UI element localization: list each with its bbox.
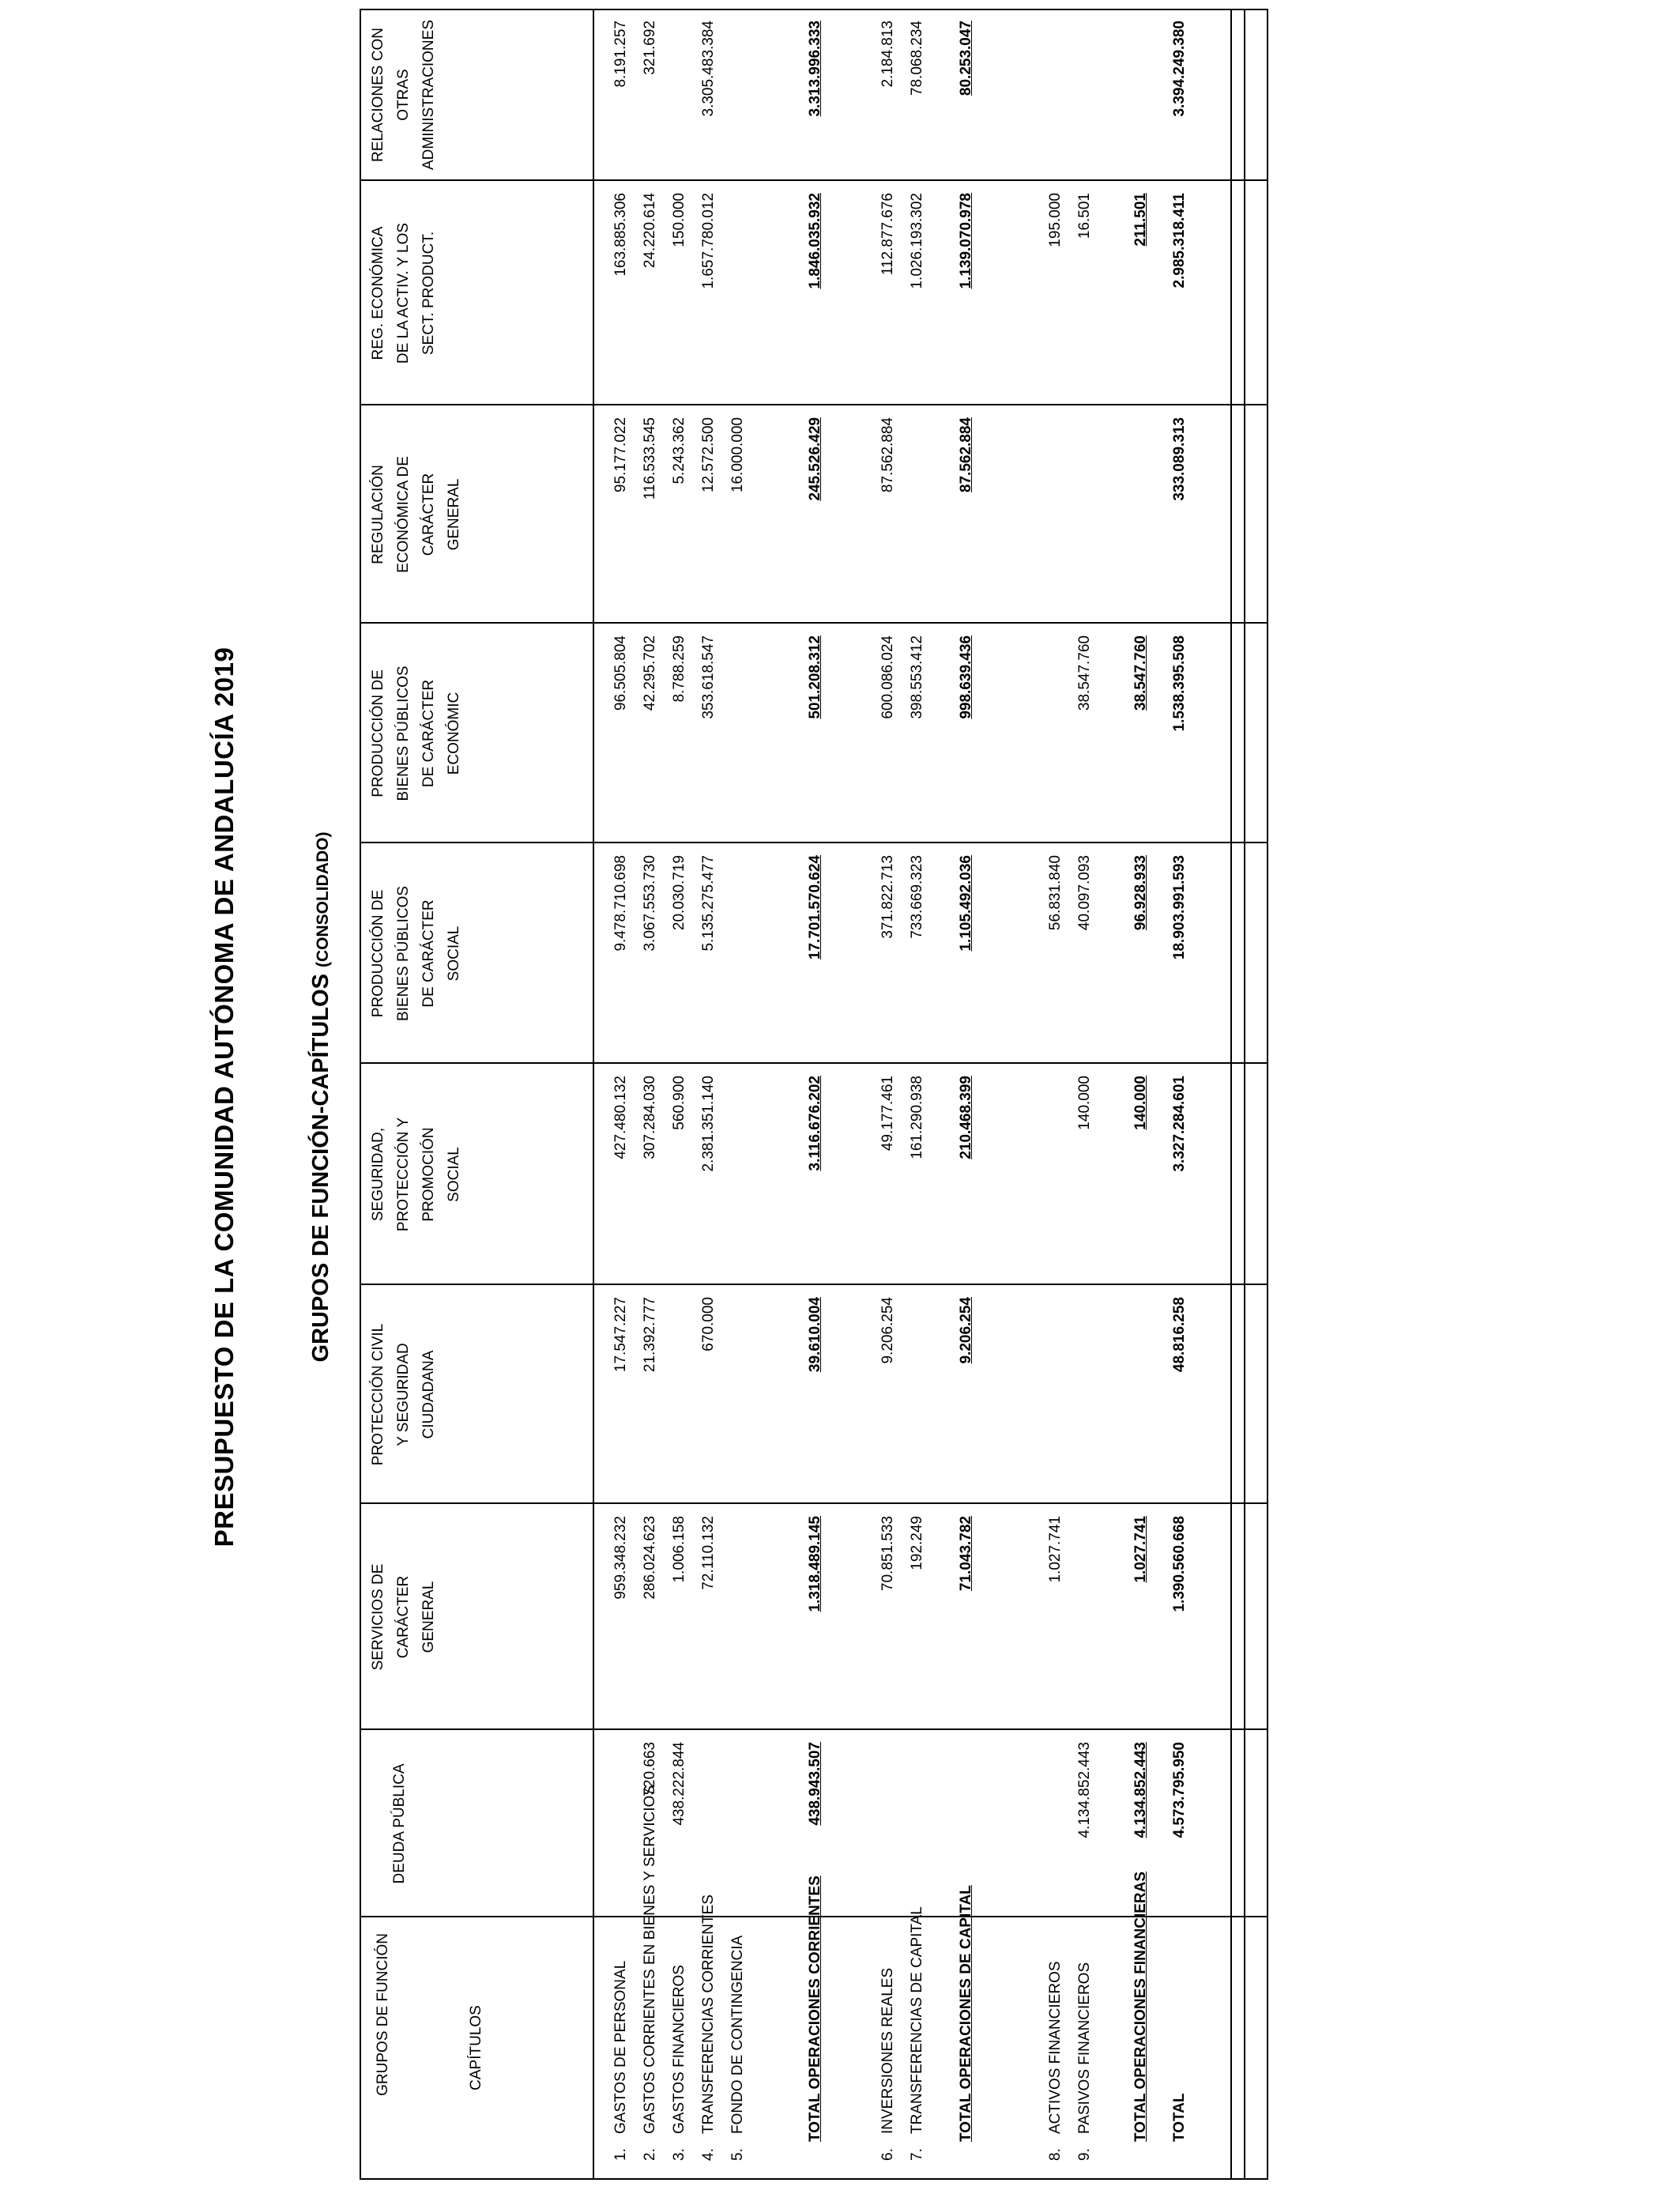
column-header-line: ECONÓMIC xyxy=(446,692,462,775)
column-header-line: PROTECCIÓN Y xyxy=(395,1117,412,1232)
chapter-value: 600.086.024 xyxy=(880,635,896,719)
section-total-value: 1.139.070.978 xyxy=(958,193,974,289)
chapter-value: 95.177.022 xyxy=(612,417,629,493)
chapter-number: 6. xyxy=(880,2148,896,2161)
section-total-label: TOTAL OPERACIONES DE CAPITAL xyxy=(958,1885,974,2142)
chapter-value: 307.284.030 xyxy=(642,1076,658,1159)
chapter-name: GASTOS DE PERSONAL xyxy=(612,1960,629,2134)
grand-total-value: 1.390.560.668 xyxy=(1171,1516,1188,1612)
chapter-value: 38.547.760 xyxy=(1076,635,1093,711)
column-header-line: ECONÓMICA DE xyxy=(395,456,412,573)
chapter-value: 398.553.412 xyxy=(909,635,925,719)
column-header-line: ADMINISTRACIONES xyxy=(420,19,437,171)
chapter-value: 427.480.132 xyxy=(612,1076,629,1159)
column-header-line: DE CARÁCTER xyxy=(420,679,437,788)
grand-total-label: TOTAL xyxy=(1171,2093,1188,2142)
column-header-line: SERVICIOS DE xyxy=(370,1563,386,1671)
section-total-value: 140.000 xyxy=(1132,1076,1149,1130)
section-total-value: 211.501 xyxy=(1132,193,1149,247)
section-total-value: 501.208.312 xyxy=(807,635,823,719)
chapter-number: 1. xyxy=(612,2148,629,2161)
column-header xyxy=(366,843,467,1064)
chapter-value: 8.191.257 xyxy=(612,21,629,88)
chapter-row-label xyxy=(1076,1962,1094,2161)
chapter-value: 1.026.193.302 xyxy=(909,193,925,289)
chapter-value: 5.135.275.477 xyxy=(700,855,717,952)
chapter-value: 9.206.254 xyxy=(880,1297,896,1364)
column-header xyxy=(387,1730,412,1917)
column-header-line: RELACIONES CON xyxy=(370,28,386,162)
column-header-line: REG. ECONÓMICA xyxy=(370,226,386,360)
chapter-value: 87.562.884 xyxy=(880,417,896,493)
column-header-line: OTRAS xyxy=(395,69,412,121)
chapter-value: 195.000 xyxy=(1047,193,1064,247)
column-header-line: SOCIAL xyxy=(446,1147,462,1202)
section-total-value: 210.468.399 xyxy=(958,1076,974,1159)
section-total-value: 998.639.436 xyxy=(958,635,974,719)
section-total-value: 71.043.782 xyxy=(958,1516,974,1592)
chapter-row-label xyxy=(700,1894,718,2161)
section-total-value: 1.318.489.145 xyxy=(807,1516,823,1612)
chapter-row-label xyxy=(612,1961,630,2161)
column-header-line: CIUDADANA xyxy=(420,1350,437,1439)
section-total-value: 96.928.933 xyxy=(1132,855,1149,931)
chapter-value: 560.900 xyxy=(671,1076,687,1130)
column-header xyxy=(366,1285,442,1504)
chapter-value: 116.533.545 xyxy=(642,417,658,500)
chapter-number: 3. xyxy=(671,2148,687,2161)
grand-total-value: 3.394.249.380 xyxy=(1171,21,1188,117)
grand-total-value: 4.573.795.950 xyxy=(1171,1742,1188,1838)
column-header-line: GENERAL xyxy=(446,478,462,551)
chapter-value: 21.392.777 xyxy=(642,1297,658,1373)
chapter-value: 9.478.710.698 xyxy=(612,855,629,952)
chapter-value: 56.831.840 xyxy=(1047,855,1064,931)
chapter-value: 20.030.719 xyxy=(671,855,687,931)
section-total-label: TOTAL OPERACIONES FINANCIERAS xyxy=(1132,1871,1149,2142)
chapter-value: 17.547.227 xyxy=(612,1297,629,1373)
column-header-line: PRODUCCIÓN DE xyxy=(370,889,386,1018)
column-header xyxy=(366,1064,467,1285)
chapter-value: 192.249 xyxy=(909,1516,925,1570)
column-header-line: PROTECCIÓN CIVIL xyxy=(370,1323,386,1466)
row-divider xyxy=(1230,10,1232,2178)
section-total-label: TOTAL OPERACIONES CORRIENTES xyxy=(807,1875,823,2142)
chapter-row-label xyxy=(671,1965,688,2161)
column-header-line: CARÁCTER xyxy=(395,1575,412,1659)
chapter-value: 959.348.232 xyxy=(612,1516,629,1600)
column-header-line: REGULACIÓN xyxy=(370,465,386,564)
chapter-number: 9. xyxy=(1076,2148,1093,2161)
section-total-value: 1.846.035.932 xyxy=(807,193,823,289)
column-header-line: SECT. PRODUCT. xyxy=(420,231,437,356)
chapter-value: 112.877.676 xyxy=(880,193,896,276)
chapter-value: 12.572.500 xyxy=(700,417,717,493)
section-total-value: 438.943.507 xyxy=(807,1742,823,1826)
section-total-value: 245.526.429 xyxy=(807,417,823,501)
column-header-line: SEGURIDAD, xyxy=(370,1127,386,1222)
corner-header-bottom: CAPÍTULOS xyxy=(468,2005,484,2090)
chapter-number: 4. xyxy=(700,2148,717,2161)
chapter-number: 2. xyxy=(642,2148,658,2161)
chapter-number: 7. xyxy=(909,2148,925,2161)
chapter-row-label xyxy=(1047,1961,1064,2161)
section-total-value: 3.313.996.333 xyxy=(807,21,823,117)
page-title: PRESUPUESTO DE LA COMUNIDAD AUTÓNOMA DE ANDALUCÍA 2019 xyxy=(209,647,239,1547)
section-total-value: 4.134.852.443 xyxy=(1132,1742,1149,1838)
section-total-value: 3.116.676.202 xyxy=(807,1076,823,1171)
chapter-value: 8.788.259 xyxy=(671,635,687,703)
chapter-value: 40.097.093 xyxy=(1076,855,1093,931)
column-header-line: BIENES PÚBLICOS xyxy=(395,885,412,1022)
chapter-value: 3.067.553.730 xyxy=(642,855,658,952)
budget-table xyxy=(360,9,1268,2180)
chapter-name: INVERSIONES REALES xyxy=(880,1967,896,2134)
column-header-line: PROMOCIÓN xyxy=(420,1127,437,1222)
chapter-name: TRANSFERENCIAS CORRIENTES xyxy=(700,1894,717,2134)
chapter-row-label xyxy=(880,1968,897,2161)
chapter-name: FONDO DE CONTINGENCIA xyxy=(729,1935,746,2134)
section-total-value: 38.547.760 xyxy=(1132,635,1149,711)
column-header-line: DE CARÁCTER xyxy=(420,899,437,1008)
grand-total-value: 2.985.318.411 xyxy=(1171,193,1188,288)
column-header-line: BIENES PÚBLICOS xyxy=(395,665,412,801)
chapter-name: PASIVOS FINANCIEROS xyxy=(1076,1962,1093,2134)
chapter-value: 321.692 xyxy=(642,21,658,75)
row-divider xyxy=(1244,10,1245,2178)
chapter-value: 353.618.547 xyxy=(700,635,717,719)
chapter-value: 78.068.234 xyxy=(909,21,925,96)
chapter-value: 2.381.351.140 xyxy=(700,1076,717,1172)
column-header-line: Y SEGURIDAD xyxy=(395,1343,412,1446)
chapter-name: GASTOS CORRIENTES EN BIENES Y SERVICIOS xyxy=(642,1785,658,2134)
chapter-value: 72.110.132 xyxy=(700,1516,717,1590)
chapter-value: 438.222.844 xyxy=(671,1742,687,1826)
grand-total-value: 1.538.395.508 xyxy=(1171,635,1188,732)
chapter-value: 286.024.623 xyxy=(642,1516,658,1600)
column-header xyxy=(366,405,467,624)
chapter-value: 24.220.614 xyxy=(642,193,658,269)
chapter-value: 161.290.938 xyxy=(909,1076,925,1159)
chapter-value: 1.657.780.012 xyxy=(700,193,717,289)
grand-total-value: 3.327.284.601 xyxy=(1171,1076,1188,1172)
corner-header-top: GRUPOS DE FUNCIÓN xyxy=(375,1933,391,2096)
chapter-value: 3.305.483.384 xyxy=(700,21,717,117)
chapter-number: 5. xyxy=(729,2148,746,2161)
chapter-value: 670.000 xyxy=(700,1297,717,1351)
chapter-value: 2.184.813 xyxy=(880,21,896,88)
chapter-value: 16.000.000 xyxy=(729,417,746,493)
column-header xyxy=(366,1504,442,1730)
grand-total-value: 18.903.991.593 xyxy=(1171,855,1188,960)
chapter-name: GASTOS FINANCIEROS xyxy=(671,1965,687,2134)
chapter-name: ACTIVOS FINANCIEROS xyxy=(1047,1961,1064,2134)
chapter-value: 4.134.852.443 xyxy=(1076,1742,1093,1838)
column-header xyxy=(366,9,442,181)
column-header xyxy=(366,624,467,843)
subtitle-text: GRUPOS DE FUNCIÓN-CAPÍTULOS xyxy=(308,974,333,1363)
chapter-value: 150.000 xyxy=(671,193,687,247)
grand-total-value: 48.816.258 xyxy=(1171,1297,1188,1373)
column-header-line: PRODUCCIÓN DE xyxy=(370,669,386,797)
section-total-value: 1.027.741 xyxy=(1132,1516,1149,1583)
chapter-value: 16.501 xyxy=(1076,193,1093,239)
chapter-row-label xyxy=(729,1936,747,2161)
chapter-value: 96.505.804 xyxy=(612,635,629,711)
chapter-value: 733.669.323 xyxy=(909,855,925,939)
column-header-line: GENERAL xyxy=(420,1581,437,1653)
subtitle-note: (CONSOLIDADO) xyxy=(314,831,332,968)
chapter-number: 8. xyxy=(1047,2148,1064,2161)
page-subtitle xyxy=(308,0,334,2194)
chapter-value: 5.243.362 xyxy=(671,417,687,484)
chapter-value: 163.885.306 xyxy=(612,193,629,277)
chapter-value: 42.295.702 xyxy=(642,635,658,711)
column-header-line: SOCIAL xyxy=(446,925,462,982)
chapter-name: TRANSFERENCIAS DE CAPITAL xyxy=(909,1906,925,2134)
chapter-value: 70.851.533 xyxy=(880,1516,896,1592)
chapter-row-label xyxy=(909,1906,926,2161)
chapter-value: 1.027.741 xyxy=(1047,1516,1064,1583)
chapter-value: 49.177.461 xyxy=(880,1076,896,1152)
section-total-value: 80.253.047 xyxy=(958,21,974,96)
column-header xyxy=(366,181,442,405)
section-total-value: 17.701.570.624 xyxy=(807,855,823,960)
column-header-line: CARÁCTER xyxy=(420,473,437,556)
chapter-value: 140.000 xyxy=(1076,1076,1093,1130)
column-header-line: DEUDA PÚBLICA xyxy=(391,1763,408,1884)
row-divider xyxy=(593,10,594,2178)
chapter-value: 720.663 xyxy=(642,1742,658,1796)
section-total-value: 39.610.004 xyxy=(807,1297,823,1373)
section-total-value: 87.562.884 xyxy=(958,417,974,493)
section-total-value: 9.206.254 xyxy=(958,1297,974,1364)
chapter-value: 371.822.713 xyxy=(880,855,896,939)
grand-total-value: 333.089.313 xyxy=(1171,417,1188,501)
section-total-value: 1.105.492.036 xyxy=(958,855,974,952)
chapter-value: 1.006.158 xyxy=(671,1516,687,1583)
column-header-line: DE LA ACTIV. Y LOS xyxy=(395,222,412,364)
